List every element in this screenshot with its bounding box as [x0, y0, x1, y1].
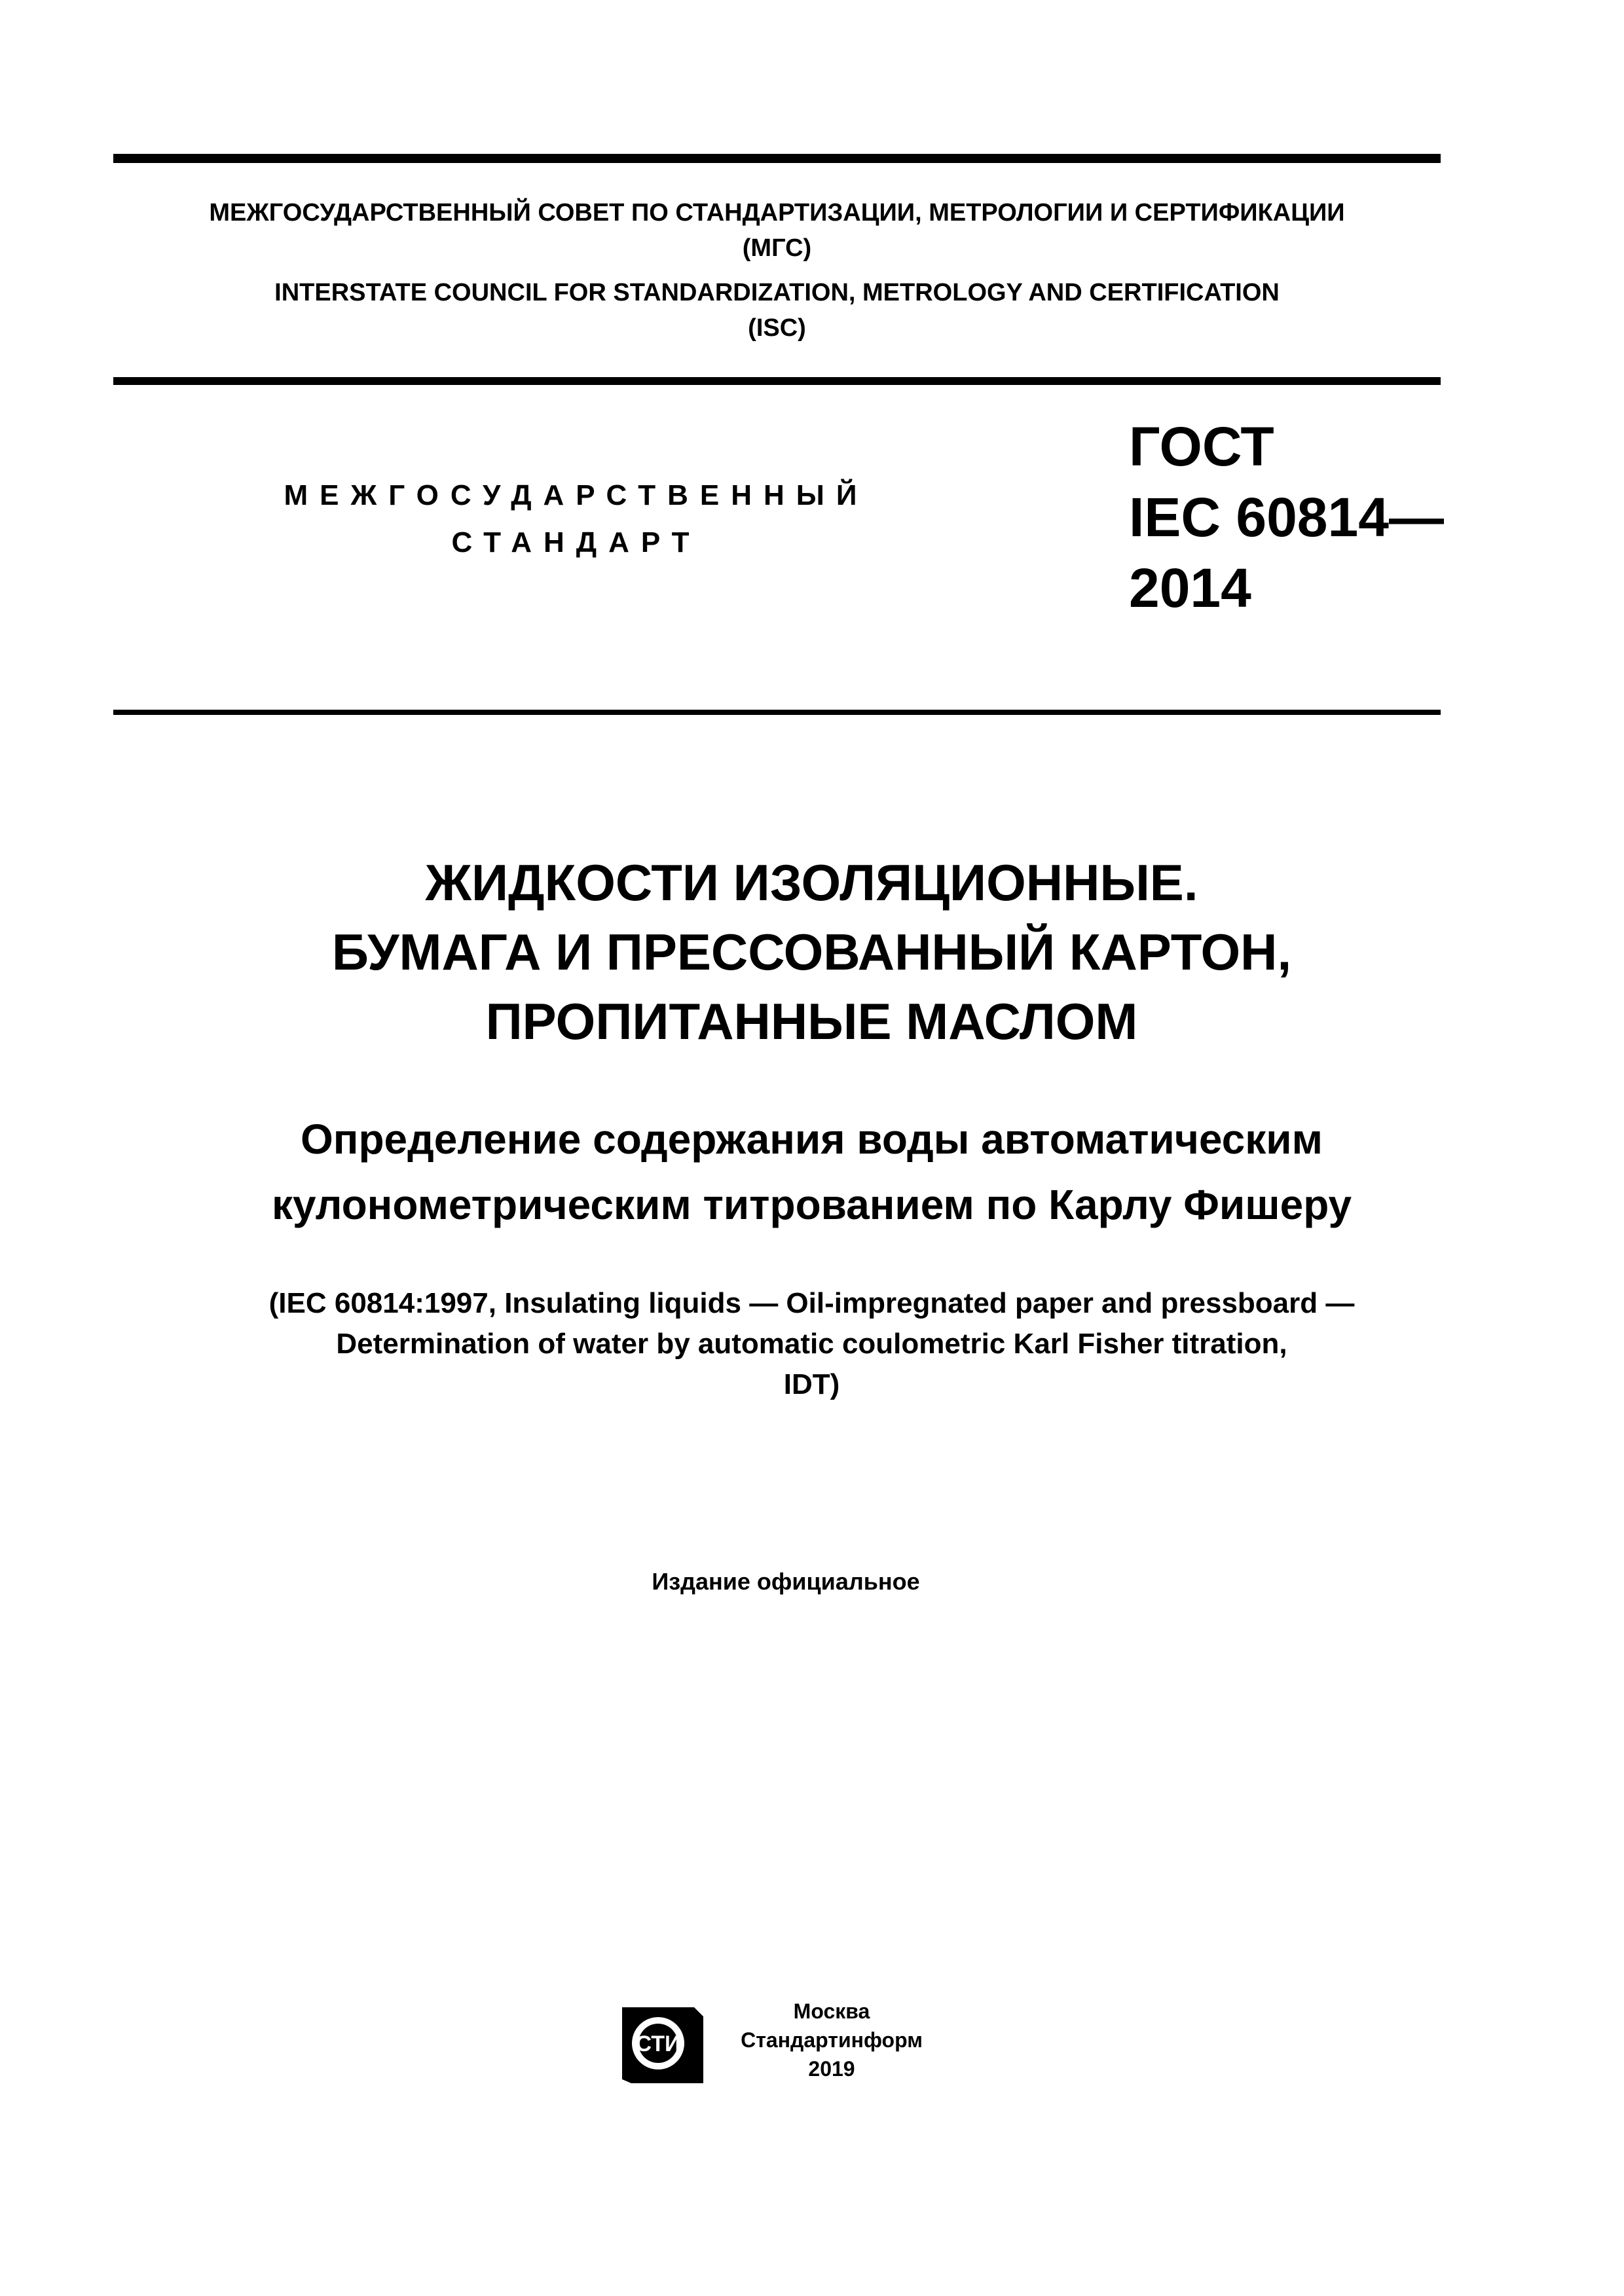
sub-title-line1: Определение содержания воды автоматическим [301, 1116, 1323, 1163]
publisher-block [720, 1997, 943, 2083]
main-title [113, 848, 1510, 1056]
middle-rule [113, 377, 1441, 385]
council-ru-line2: (МГС) [742, 234, 812, 262]
council-name-en [113, 275, 1441, 346]
council-ru-line1: МЕЖГОСУДАРСТВЕННЫЙ СОВЕТ ПО СТАНДАРТИЗАЦИИ, МЕТРОЛОГИИ И СЕРТИФИКАЦИИ [209, 199, 1345, 227]
main-title-line2: БУМАГА И ПРЕССОВАННЫЙ КАРТОН, [331, 923, 1292, 981]
bottom-rule [113, 710, 1441, 715]
council-en-line2: (ISC) [748, 314, 806, 342]
original-title-line2: Determination of water by automatic coulometric Karl Fisher titration, [336, 1328, 1287, 1360]
main-title-line3: ПРОПИТАННЫЕ МАСЛОМ [485, 993, 1138, 1050]
logo-text: СТИ [635, 2032, 681, 2056]
original-title-line3: IDT) [783, 1368, 840, 1400]
edition-label: Издание официальное [652, 1568, 920, 1595]
council-en-line1: INTERSTATE COUNCIL FOR STANDARDIZATION, METROLOGY AND CERTIFICATION [274, 279, 1280, 306]
sub-title [113, 1106, 1510, 1237]
standartinform-logo-icon [619, 2005, 706, 2086]
standard-number [1129, 411, 1444, 623]
publisher-name: Стандартинформ [741, 2028, 923, 2052]
publisher-city: Москва [793, 1999, 870, 2023]
standard-kind-line1: МЕЖГОСУДАРСТВЕННЫЙ [284, 479, 869, 511]
standard-number-line1: ГОСТ [1129, 416, 1274, 477]
original-title [113, 1283, 1510, 1405]
original-title-line1: (IEC 60814:1997, Insulating liquids — Oil-impregnated paper and pressboard — [268, 1287, 1355, 1319]
standard-kind-line2: СТАНДАРТ [451, 526, 701, 558]
main-title-line1: ЖИДКОСТИ ИЗОЛЯЦИОННЫЕ. [425, 854, 1198, 911]
publisher-year: 2019 [808, 2057, 855, 2081]
standard-number-line3: 2014 [1129, 557, 1251, 619]
standard-number-line2: IEC 60814— [1129, 486, 1444, 548]
top-rule [113, 154, 1441, 163]
sub-title-line2: кулонометрическим титрованием по Карлу Фишеру [271, 1181, 1352, 1228]
council-name-ru [113, 195, 1441, 266]
